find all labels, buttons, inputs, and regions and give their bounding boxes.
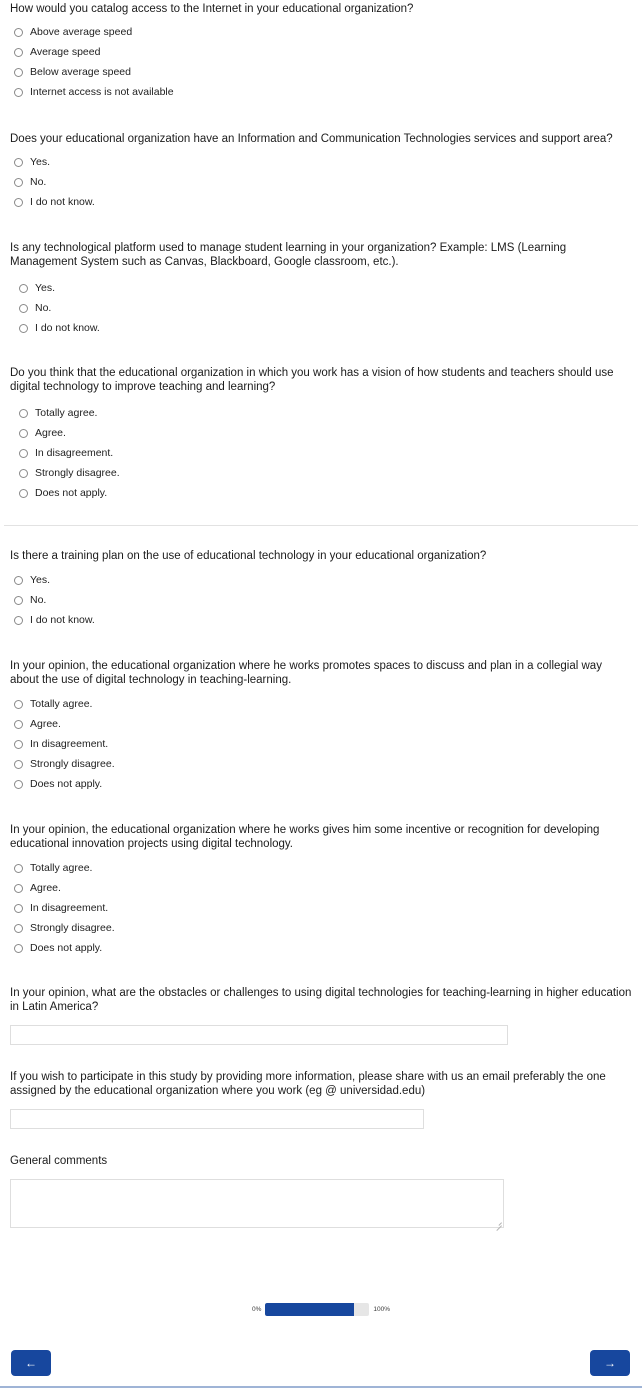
previous-button[interactable]: ←: [11, 1350, 51, 1376]
question-block-lms-platform: [0, 212, 642, 338]
option-label: Agree.: [35, 427, 66, 439]
radio-option[interactable]: [14, 570, 632, 590]
radio-option[interactable]: [19, 443, 632, 463]
option-label: Strongly disagree.: [30, 922, 115, 934]
radio-circle-icon[interactable]: [14, 576, 23, 585]
radio-option[interactable]: [19, 463, 632, 483]
option-group: [10, 152, 632, 212]
option-group: [10, 694, 632, 794]
navigation-bar: [0, 1350, 642, 1377]
radio-option[interactable]: [14, 42, 632, 62]
progress-bar-fill: [265, 1303, 353, 1316]
radio-option[interactable]: [19, 278, 632, 298]
radio-circle-icon[interactable]: [14, 700, 23, 709]
radio-circle-icon[interactable]: [14, 780, 23, 789]
option-label: Strongly disagree.: [30, 758, 115, 770]
radio-option[interactable]: [14, 858, 632, 878]
radio-option[interactable]: [14, 62, 632, 82]
progress-indicator: [0, 1303, 642, 1316]
option-label: Yes.: [35, 282, 56, 294]
question-block-training-plan: [0, 526, 642, 630]
next-button[interactable]: →: [590, 1350, 630, 1376]
question-text: In your opinion, the educational organization where he works promotes spaces to discuss and plan in a collegial way about the use of digital technology in teaching-learning.: [10, 660, 602, 686]
radio-circle-icon[interactable]: [14, 944, 23, 953]
radio-option[interactable]: [14, 22, 632, 42]
question-text: Does your educational organization have an Information and Communication Technologies services and support area?: [10, 133, 613, 145]
question-text: In your opinion, what are the obstacles or challenges to using digital technologies for teaching-learning in higher education in Latin America?: [10, 987, 632, 1013]
option-group: [10, 858, 632, 958]
radio-option[interactable]: [19, 318, 632, 338]
radio-circle-icon[interactable]: [19, 469, 28, 478]
participant-email-input[interactable]: [10, 1109, 424, 1129]
radio-option[interactable]: [14, 610, 632, 630]
radio-circle-icon[interactable]: [19, 324, 28, 333]
option-label: I do not know.: [30, 614, 95, 626]
radio-option[interactable]: [14, 734, 632, 754]
radio-option[interactable]: [19, 423, 632, 443]
option-label: Internet access is not available: [30, 86, 174, 98]
radio-circle-icon[interactable]: [14, 924, 23, 933]
question-text: If you wish to participate in this study by providing more information, please share with us an email preferably the one assigned by the educational organization where you work (eg @ universidad.edu): [10, 1071, 606, 1097]
radio-circle-icon[interactable]: [14, 596, 23, 605]
radio-circle-icon[interactable]: [14, 178, 23, 187]
obstacles-challenges-input[interactable]: [10, 1025, 508, 1045]
radio-option[interactable]: [14, 192, 632, 212]
question-block-collegial-spaces: [0, 630, 642, 794]
option-label: Average speed: [30, 46, 101, 58]
question-text: Is any technological platform used to manage student learning in your organization? Example: LMS (Learning Management System such as Canvas, Blackboard, Google classroom, etc.).: [10, 242, 567, 268]
progress-min-label: 0%: [251, 1306, 262, 1313]
option-label: Does not apply.: [30, 942, 103, 954]
question-block-participant-email: [0, 1045, 642, 1129]
question-text: In your opinion, the educational organization where he works gives him some incentive or recognition for developing educational innovation projects using digital technology.: [10, 824, 600, 850]
question-text: Do you think that the educational organization in which you work has a vision of how students and teachers should use digital technology to improve teaching and learning?: [10, 367, 614, 393]
radio-option[interactable]: [14, 774, 632, 794]
radio-option[interactable]: [14, 590, 632, 610]
option-label: Agree.: [30, 882, 61, 894]
option-label: Totally agree.: [35, 407, 98, 419]
radio-circle-icon[interactable]: [14, 198, 23, 207]
progress-bar-track: [265, 1303, 369, 1316]
radio-circle-icon[interactable]: [14, 760, 23, 769]
radio-circle-icon[interactable]: [14, 740, 23, 749]
general-comments-textarea[interactable]: [10, 1179, 504, 1228]
option-group: [10, 22, 632, 102]
option-label: No.: [35, 302, 52, 314]
question-block-incentive-recognition: [0, 794, 642, 958]
general-comments-wrapper: [10, 1179, 504, 1228]
radio-option[interactable]: [14, 898, 632, 918]
radio-option[interactable]: [14, 82, 632, 102]
option-label: I do not know.: [30, 196, 95, 208]
radio-circle-icon[interactable]: [19, 304, 28, 313]
option-label: Strongly disagree.: [35, 467, 120, 479]
radio-circle-icon[interactable]: [14, 48, 23, 57]
progress-max-label: 100%: [373, 1306, 391, 1313]
option-label: Does not apply.: [30, 778, 103, 790]
radio-circle-icon[interactable]: [14, 904, 23, 913]
option-label: Yes.: [30, 574, 51, 586]
option-group: [10, 403, 632, 503]
radio-option[interactable]: [14, 714, 632, 734]
radio-circle-icon[interactable]: [14, 884, 23, 893]
radio-option[interactable]: [14, 172, 632, 192]
question-block-internet-access-catalog: [0, 0, 642, 102]
radio-option[interactable]: [14, 938, 632, 958]
radio-circle-icon[interactable]: [14, 864, 23, 873]
option-label: Totally agree.: [30, 862, 93, 874]
question-text: Is there a training plan on the use of educational technology in your educational organization?: [10, 550, 487, 562]
radio-circle-icon[interactable]: [19, 489, 28, 498]
option-label: I do not know.: [35, 322, 100, 334]
option-label: Does not apply.: [35, 487, 108, 499]
question-text: How would you catalog access to the Internet in your educational organization?: [10, 3, 414, 15]
radio-circle-icon[interactable]: [19, 429, 28, 438]
option-label: No.: [30, 594, 47, 606]
radio-option[interactable]: [14, 878, 632, 898]
question-block-obstacles-challenges: [0, 958, 642, 1045]
radio-option[interactable]: [19, 483, 632, 503]
option-label: Agree.: [30, 718, 61, 730]
option-group: [10, 570, 632, 630]
radio-circle-icon[interactable]: [14, 720, 23, 729]
radio-circle-icon[interactable]: [14, 88, 23, 97]
radio-circle-icon[interactable]: [14, 158, 23, 167]
option-label: In disagreement.: [30, 738, 109, 750]
radio-option[interactable]: [14, 918, 632, 938]
option-label: Above average speed: [30, 26, 133, 38]
option-group: [10, 278, 632, 338]
option-label: In disagreement.: [35, 447, 114, 459]
question-block-digital-vision: [0, 338, 642, 503]
option-label: Yes.: [30, 156, 51, 168]
radio-circle-icon[interactable]: [19, 284, 28, 293]
radio-option[interactable]: [14, 754, 632, 774]
radio-circle-icon[interactable]: [19, 409, 28, 418]
question-block-general-comments: [0, 1129, 642, 1233]
radio-circle-icon[interactable]: [14, 28, 23, 37]
radio-option[interactable]: [19, 403, 632, 423]
radio-option[interactable]: [19, 298, 632, 318]
question-block-ict-support-area: [0, 102, 642, 212]
option-label: Below average speed: [30, 66, 131, 78]
radio-circle-icon[interactable]: [14, 68, 23, 77]
option-label: Totally agree.: [30, 698, 93, 710]
bottom-border-rule: [0, 1386, 642, 1388]
general-comments-label: General comments: [10, 1155, 108, 1167]
option-label: No.: [30, 176, 47, 188]
radio-option[interactable]: [14, 694, 632, 714]
radio-circle-icon[interactable]: [19, 449, 28, 458]
option-label: In disagreement.: [30, 902, 109, 914]
radio-circle-icon[interactable]: [14, 616, 23, 625]
radio-option[interactable]: [14, 152, 632, 172]
